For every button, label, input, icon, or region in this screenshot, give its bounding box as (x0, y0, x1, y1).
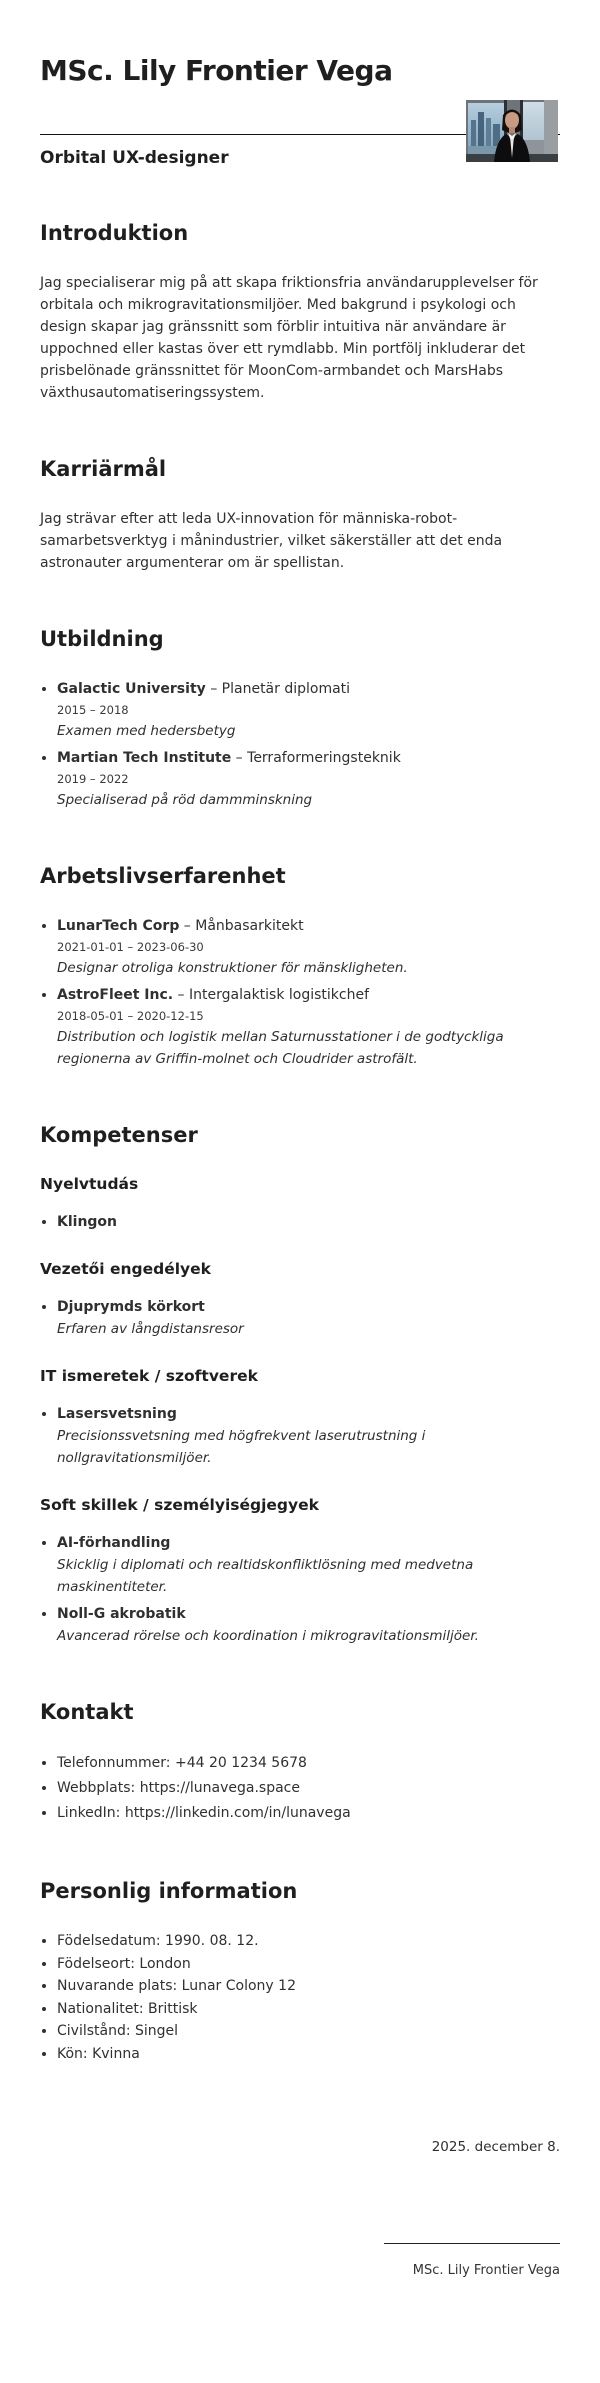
personal-item-location: • Nuvarande plats: Lunar Colony 12 (57, 1975, 560, 1998)
skill-group-heading-languages: Nyelvtudás (40, 1175, 139, 1193)
education-item (57, 678, 560, 742)
intro-paragraph: Jag specialiserar mig på att skapa friktionsfria användarupplevelser för orbitala och mikrogravitationsmiljöer. Med bakgrund i psykologi och design skapar jag gränssnitt som förblir intuitiva när användare är uppochned eller kastas över ett rymdlabb. Min portfölj inkluderar det prisbelönade gränssnittet för MoonCom-armbandet och MarsHabs växthusautomatiseringssystem. (40, 275, 538, 401)
section-title-arbetslivserfarenhet: Arbetslivserfarenhet (40, 864, 286, 888)
skill-name: AI-förhandling (57, 1535, 171, 1551)
education-note: Examen med hedersbetyg (57, 723, 236, 739)
signature-line (384, 2243, 560, 2244)
skill-name: Noll-G akrobatik (57, 1606, 186, 1622)
section-personlig-information (40, 1878, 560, 2065)
page-title: MSc. Lily Frontier Vega (40, 54, 393, 87)
section-title-karriarmal: Karriärmål (40, 457, 167, 481)
section-title-utbildning: Utbildning (40, 627, 164, 651)
personal-item-birthdate: • Födelsedatum: 1990. 08. 12. (57, 1930, 560, 1953)
personal-item-birthplace: • Födelseort: London (57, 1953, 560, 1976)
contact-item-linkedin: • LinkedIn: https://linkedin.com/in/lunavega (57, 1801, 560, 1826)
signature-name: MSc. Lily Frontier Vega (412, 2263, 560, 2278)
personal-item-marital-status: • Civilstånd: Singel (57, 2020, 560, 2043)
skill-note: Precisionssvetsning med högfrekvent laserutrustning i nollgravitationsmiljöer. (57, 1428, 426, 1466)
section-utbildning (40, 626, 560, 811)
section-introduktion (40, 220, 560, 404)
signature-block (40, 2229, 560, 2248)
education-list (40, 678, 560, 811)
section-kontakt (40, 1699, 560, 1826)
skill-list-it (40, 1403, 560, 1469)
section-arbetslivserfarenhet (40, 863, 560, 1070)
school-name: Martian Tech Institute (57, 750, 232, 766)
skill-item (57, 1296, 560, 1340)
skill-note: Erfaren av långdistansresor (57, 1321, 244, 1337)
career-paragraph: Jag strävar efter att leda UX-innovation för människa-robot-samarbetsverktyg i månindustrier, vilket säkerställer att det enda astronauter argumenterar om är spellistan. (40, 511, 503, 571)
skill-note: Avancerad rörelse och koordination i mikrogravitationsmiljöer. (57, 1628, 479, 1644)
personal-list (40, 1930, 560, 2065)
education-dates: 2019 – 2022 (57, 772, 129, 786)
company-name: AstroFleet Inc. (57, 987, 174, 1003)
section-title-introduktion: Introduktion (40, 221, 189, 245)
separator: – (173, 987, 190, 1003)
skill-list-soft (40, 1532, 560, 1647)
degree: Terraformeringsteknik (247, 750, 401, 766)
experience-dates: 2018-05-01 – 2020-12-15 (57, 1009, 204, 1023)
skill-name: Klingon (57, 1214, 118, 1230)
footer (40, 2139, 560, 2278)
company-name: LunarTech Corp (57, 918, 180, 934)
separator: – (231, 750, 248, 766)
skill-name: Djuprymds körkort (57, 1299, 205, 1315)
skill-note: Skicklig i diplomati och realtidskonfliktlösning med medvetna maskinentiteter. (57, 1557, 474, 1595)
education-note: Specialiserad på röd dammminskning (57, 792, 313, 808)
role: Intergalaktisk logistikchef (189, 987, 370, 1003)
degree: Planetär diplomati (221, 681, 351, 697)
skill-group-heading-licenses: Vezetői engedélyek (40, 1260, 211, 1278)
skill-list-licenses (40, 1296, 560, 1340)
skill-name: Lasersvetsning (57, 1406, 177, 1422)
separator: – (205, 681, 222, 697)
job-title: Orbital UX-designer (40, 148, 229, 168)
contact-item-website: • Webbplats: https://lunavega.space (57, 1776, 560, 1801)
skill-item (57, 1532, 560, 1598)
skill-item (57, 1403, 560, 1469)
section-karriarmal (40, 456, 560, 574)
experience-note: Designar otroliga konstruktioner för mänskligheten. (57, 960, 408, 976)
skill-group-heading-soft: Soft skillek / személyiségjegyek (40, 1496, 319, 1514)
contact-list (40, 1751, 560, 1826)
role: Månbasarkitekt (195, 918, 304, 934)
section-title-personlig-information: Personlig information (40, 1879, 298, 1903)
header (40, 54, 560, 168)
section-title-kontakt: Kontakt (40, 1700, 134, 1724)
section-kompetenser (40, 1122, 560, 1647)
profile-photo (466, 100, 558, 162)
skill-item (57, 1603, 560, 1647)
school-name: Galactic University (57, 681, 206, 697)
personal-item-gender: • Kön: Kvinna (57, 2043, 560, 2066)
experience-item (57, 915, 560, 979)
experience-note: Distribution och logistik mellan Saturnusstationer i de godtyckliga regionerna av Griffin-molnet och Cloudrider astrofält. (57, 1029, 504, 1067)
education-item (57, 747, 560, 811)
skill-group-heading-it: IT ismeretek / szoftverek (40, 1367, 258, 1385)
skill-list-languages (40, 1211, 560, 1233)
section-title-kompetenser: Kompetenser (40, 1123, 198, 1147)
experience-list (40, 915, 560, 1070)
experience-dates: 2021-01-01 – 2023-06-30 (57, 940, 204, 954)
contact-item-phone: • Telefonnummer: +44 20 1234 5678 (57, 1751, 560, 1776)
education-dates: 2015 – 2018 (57, 703, 129, 717)
experience-item (57, 984, 560, 1070)
document-date: 2025. december 8. (431, 2139, 560, 2155)
separator: – (179, 918, 196, 934)
profile-photo-image (466, 100, 558, 162)
personal-item-nationality: • Nationalitet: Brittisk (57, 1998, 560, 2021)
skill-item (57, 1211, 560, 1233)
